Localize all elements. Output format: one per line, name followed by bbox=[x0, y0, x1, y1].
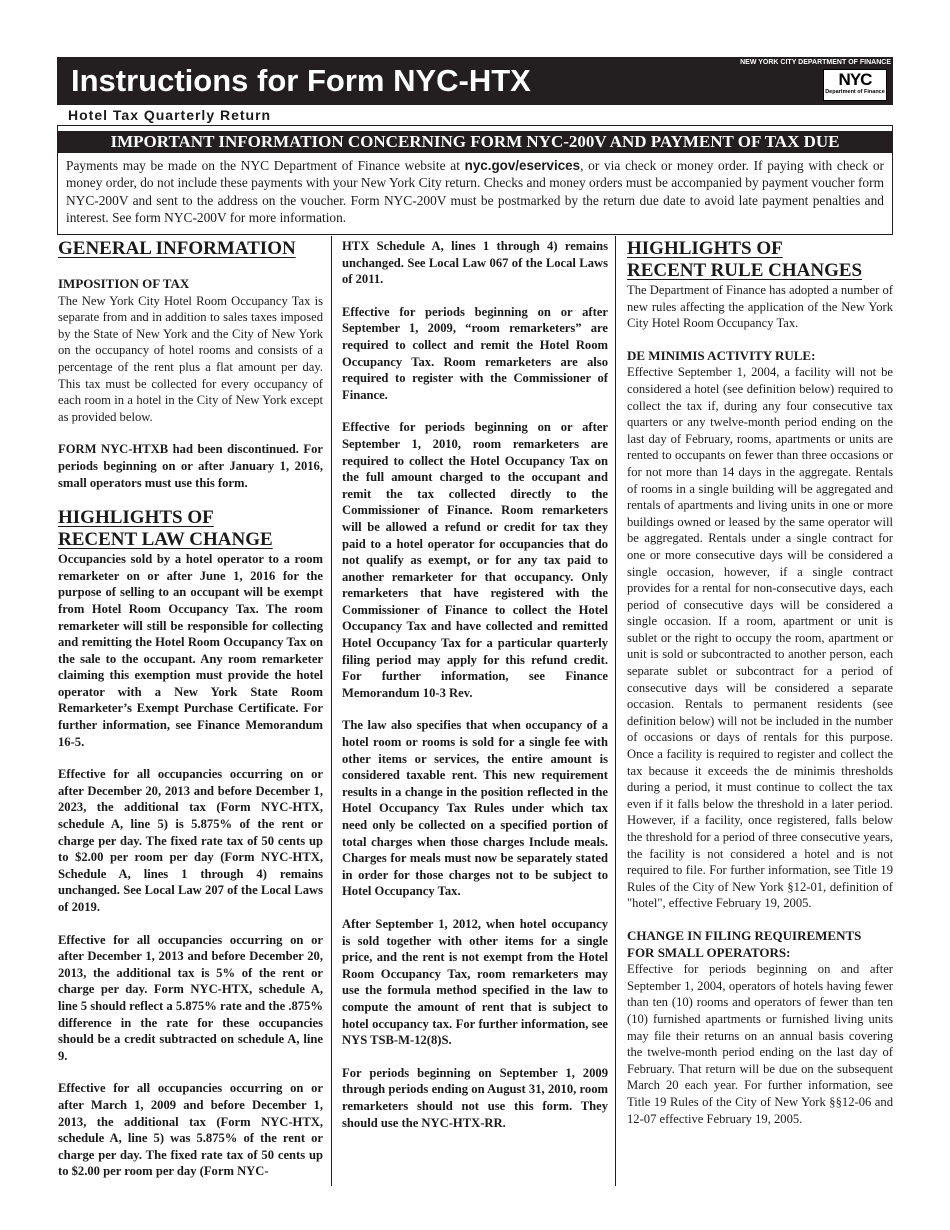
htxb-notice: FORM NYC-HTXB had been discontinued. For periods beginning on or after January 1, 2016, small operators must use this form. bbox=[58, 442, 323, 490]
column-divider-2 bbox=[615, 236, 616, 1186]
filing-heading-line2: FOR SMALL OPERATORS: bbox=[627, 944, 791, 960]
law-change-paragraph: Effective for all occupancies occurring on or after December 1, 2013 and before December 20, 2013, the additional tax is 5% of the rent or charge per day. Form NYC-HTX, schedule A, line 5 should reflect a 5.875% rate and the .875% difference in the rate for these occupancies should be a credit subtracted on schedule A, line 9. bbox=[58, 932, 323, 1063]
column-1 bbox=[58, 238, 323, 1180]
law-change-paragraph: Effective for periods beginning on or after September 1, 2009, “room remarketers” are required to collect and remit the Hotel Room Occupancy Tax. Room remarketers are also required to register with the Commissioner of Finance. bbox=[342, 304, 608, 402]
law-change-paragraph: Occupancies sold by a hotel operator to a room remarketer on or after June 1, 2016 for the purpose of selling to an occupant will be exempt from Hotel Room Occupancy Tax. The room remarketer will still be responsible for collecting and remitting the Hotel Room Occupancy Tax on the sale to the occupant. Any room remarketer claiming this exemption must provide the hotel operator with a New York State Room Remarketer’s Exempt Purchase Certificate. For further information, see Finance Memorandum 16-5. bbox=[58, 552, 323, 749]
law-change-paragraph: Effective for all occupancies occurring on or after December 20, 2013 and before December 1, 2023, the additional tax (Form NYC-HTX, schedule A, line 5) is 5.875% of the rent or charge per day. The fixed rate tax of 50 cents up to $2.00 per room per day (Form NYC-HTX, Schedule A, lines 1 through 4) remains unchanged. See Local Law 207 of the Local Laws of 2019. bbox=[58, 767, 323, 914]
important-info-heading: IMPORTANT INFORMATION CONCERNING FORM NYC-200V AND PAYMENT OF TAX DUE bbox=[57, 131, 893, 153]
law-change-paragraph: Effective for all occupancies occurring on or after March 1, 2009 and before December 1, 2013, the additional tax (Form NYC-HTX, schedule A, line 5) was 5.875% of the rent or charge per day. The fixed rate tax of 50 cents up to $2.00 per room per day (Form NYC- bbox=[58, 1081, 323, 1179]
general-info-heading: GENERAL INFORMATION bbox=[58, 238, 296, 259]
law-change-paragraph: HTX Schedule A, lines 1 through 4) remains unchanged. See Local Law 067 of the Local Laws of 2011. bbox=[342, 239, 608, 287]
imposition-heading: IMPOSITION OF TAX bbox=[58, 276, 190, 291]
important-text-after: , or via check or money order. If paying with check or money order, do not include these payments with your New York City return. Checks and money orders must be accompanied by payment voucher form NYC-200V and sent to the address on the voucher. Form NYC-200V must be postmarked by the return due date to avoid late payment penalties and interest. See form NYC-200V for more information. bbox=[66, 158, 884, 226]
rule-change-intro: The Department of Finance has adopted a number of new rules affecting the application of the New York City Hotel Room Occupancy Tax. bbox=[627, 283, 893, 331]
eservices-link[interactable]: nyc.gov/eservices bbox=[464, 158, 581, 173]
imposition-text: The New York City Hotel Room Occupancy Tax is separate from and in addition to sales taxes imposed by the State of New York and the City of New York on the occupancy of hotel rooms and consists of a percentage of the rent plus a flat amount per day. This tax must be collected for every occupancy of each room in a hotel in the City of New York except as provided below. bbox=[58, 293, 323, 424]
law-change-heading-line2: RECENT LAW CHANGE bbox=[58, 529, 273, 551]
filing-text: Effective for periods beginning on and after September 1, 2004, operators of hotels having fewer than ten (10) rooms and operators of fewer than ten (10) furnished apartments or furnished living units may file their returns on an annual basis covering the twelve-month period ending on the last day of February. That return will be due on the subsequent March 20 each year. For further information, see Title 19 Rules of the City of New York §§12-06 and 12-07 effective February 19, 2005. bbox=[627, 962, 893, 1126]
law-change-paragraph: After September 1, 2012, when hotel occupancy is sold together with other items for a single price, and the rent is not exempt from the Hotel Room Occupancy Tax, room remarketers may use the formula method specified in the law to compute the amount of rent that is subject to hotel occupancy tax. For further information, see NYS TSB-M-12(8)S. bbox=[342, 916, 608, 1048]
rule-change-heading-line2: RECENT RULE CHANGES bbox=[627, 260, 863, 281]
column-2 bbox=[342, 238, 608, 1131]
law-change-paragraph: Effective for periods beginning on or after September 1, 2010, room remarketers are required to collect the Hotel Occupancy Tax on the full amount charged to the occupant and remit the tax collected directly to the Commissioner of Finance. Room remarketers will be allowed a refund or credit for tax they paid to a hotel operator for occupancies that do not qualify as exempt, or for any tax paid to another remarketer for that occupancy. Only remarketers that have registered with the Commissioner of Finance to collect the Hotel Occupancy Tax and have collected and remitted Hotel Occupancy Tax for a particular quarterly filing period may apply for this refund credit. For further information, see Finance Memorandum 10-3 Rev. bbox=[342, 420, 608, 700]
law-change-heading-line1: HIGHLIGHTS OF bbox=[58, 507, 214, 529]
department-name: NEW YORK CITY DEPARTMENT OF FINANCE bbox=[740, 59, 891, 66]
important-info-text bbox=[66, 157, 884, 227]
header-bar bbox=[57, 57, 893, 105]
law-change-paragraph: The law also specifies that when occupancy of a hotel room or rooms is sold for a single fee with other items or services, the entire amount is considered taxable rent. This new requirement results in a change in the position reflected in the Hotel Occupancy Tax Rules under which tax need only be collected on a specified portion of total charges when those charges Include meals. Charges for meals must now be separately stated in order for those charges not to be subject to Hotel Occupancy Tax. bbox=[342, 718, 608, 899]
deminimis-text: Effective September 1, 2004, a facility will not be considered a hotel (see definition below) required to collect the tax if, during any four consecutive tax quarters or any twelve-month period ending on the last day of February, rooms, apartments or units are rented to occupants on fewer than three occasions or for not more than 14 days in the aggregate. Rentals of rooms in a single building will be aggregated and rentals of apartments and living units in one or more buildings owned or leased by the same operator will be aggregated. Rentals under a single contract for one or more consecutive days will be considered a single occasion, however, if a single contract provides for a rental for non-consecutive days, each period of consecutive days will be considered a single occasion. If a room, apartment or unit is sublet or the right to occupy the room, apartment or unit is sold or subcontracted to another person, each separate sublet or subcontract for a period of consecutive days will be considered a separate occasion. Rentals to permanent residents (see definition below) will not be included in the number of occasions or days of rentals for this purpose. Once a facility is required to register and collect the tax because it exceeds the de minimis thresholds during a period, it must continue to collect the tax even if it falls below the threshold in a later period. However, if a facility, once registered, falls below the threshold for a period of three consecutive years, the facility is not considered a hotel and is not required to file. For further information, see Title 19 Rules of the City of New York §12-01, definition of "hotel", effective February 19, 2005. bbox=[627, 365, 893, 911]
filing-heading-line1: CHANGE IN FILING REQUIREMENTS bbox=[627, 927, 862, 943]
rule-change-heading-line1: HIGHLIGHTS OF bbox=[627, 238, 783, 259]
page-title: Instructions for Form NYC-HTX bbox=[71, 63, 531, 98]
law-change-paragraph: For periods beginning on September 1, 2009 through periods ending on August 31, 2010, room remarketers should not use this form. They should use the NYC-HTX-RR. bbox=[342, 1065, 608, 1130]
column-3 bbox=[627, 238, 893, 1127]
logo-main-text: NYC bbox=[838, 70, 872, 89]
form-subtitle: Hotel Tax Quarterly Return bbox=[68, 107, 272, 123]
deminimis-heading: DE MINIMIS ACTIVITY RULE: bbox=[627, 347, 816, 363]
nyc-logo bbox=[823, 69, 887, 101]
important-text-before: Payments may be made on the NYC Department of Finance website at bbox=[66, 158, 465, 173]
column-divider-1 bbox=[331, 236, 332, 1186]
logo-sub-text: Department of Finance bbox=[825, 89, 885, 95]
